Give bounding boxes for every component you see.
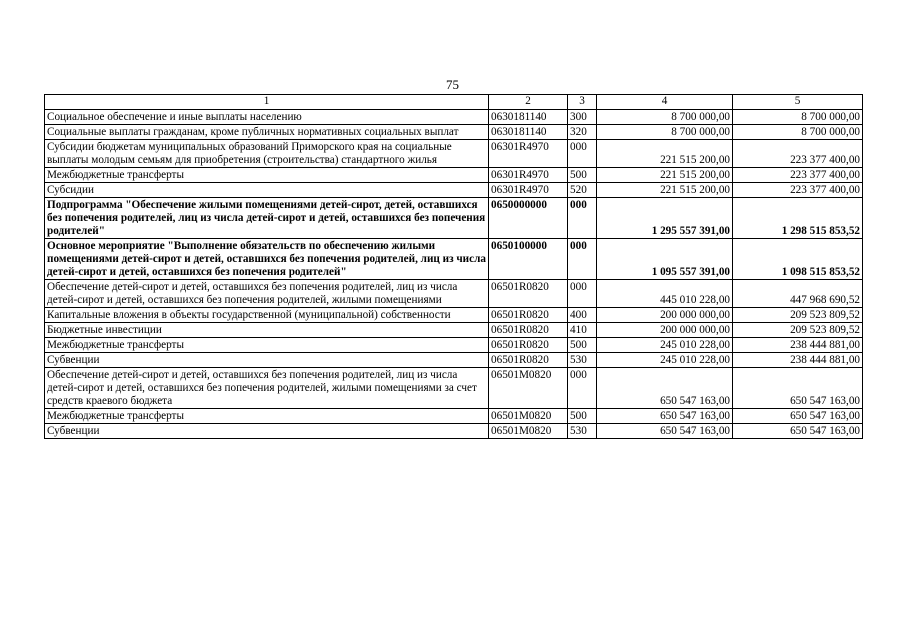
row-amount-2-cell: 223 377 400,00 [733, 168, 863, 183]
row-amount-1-cell: 8 700 000,00 [597, 110, 733, 125]
row-amount-2-cell: 223 377 400,00 [733, 183, 863, 198]
row-amount-2-cell: 209 523 809,52 [733, 323, 863, 338]
row-name-cell: Бюджетные инвестиции [45, 323, 489, 338]
row-name-cell: Межбюджетные трансферты [45, 338, 489, 353]
row-amount-1-cell: 445 010 228,00 [597, 280, 733, 308]
column-header-type: 3 [568, 95, 597, 110]
table-row [45, 183, 863, 198]
row-amount-2-cell: 1 098 515 853,52 [733, 239, 863, 280]
row-amount-1-cell: 221 515 200,00 [597, 183, 733, 198]
row-amount-1-cell: 650 547 163,00 [597, 424, 733, 439]
row-code-cell: 06301R4970 [489, 140, 568, 168]
row-type-cell: 530 [568, 353, 597, 368]
row-code-cell: 0650000000 [489, 198, 568, 239]
row-amount-1-cell: 200 000 000,00 [597, 323, 733, 338]
row-name-cell: Основное мероприятие "Выполнение обязательств по обеспечению жилыми помещениями детей-сирот и детей, оставшихся без попечения родителей, лиц из числа детей-сирот и детей, оставшихся без попечения родителей" [45, 239, 489, 280]
table-row [45, 308, 863, 323]
row-code-cell: 06501M0820 [489, 424, 568, 439]
row-amount-2-cell: 238 444 881,00 [733, 353, 863, 368]
table-row [45, 353, 863, 368]
row-name-cell: Капитальные вложения в объекты государственной (муниципальной) собственности [45, 308, 489, 323]
row-code-cell: 0650100000 [489, 239, 568, 280]
row-amount-2-cell: 447 968 690,52 [733, 280, 863, 308]
table-row [45, 409, 863, 424]
row-code-cell: 06301R4970 [489, 183, 568, 198]
row-code-cell: 06501M0820 [489, 368, 568, 409]
table-row [45, 168, 863, 183]
table-header-row [45, 95, 863, 110]
budget-table-body [45, 95, 863, 439]
row-code-cell: 0630181140 [489, 110, 568, 125]
row-name-cell: Субвенции [45, 353, 489, 368]
row-amount-2-cell: 223 377 400,00 [733, 140, 863, 168]
row-code-cell: 06301R4970 [489, 168, 568, 183]
row-name-cell: Межбюджетные трансферты [45, 168, 489, 183]
budget-table [44, 94, 863, 439]
row-type-cell: 320 [568, 125, 597, 140]
row-type-cell: 300 [568, 110, 597, 125]
row-type-cell: 000 [568, 140, 597, 168]
row-name-cell: Субсидии бюджетам муниципальных образований Приморского края на социальные выплаты молодым семьям для приобретения (строительства) стандартного жилья [45, 140, 489, 168]
row-code-cell: 06501R0820 [489, 323, 568, 338]
page-number: 75 [446, 77, 459, 92]
row-name-cell: Субсидии [45, 183, 489, 198]
table-row [45, 323, 863, 338]
row-amount-2-cell: 1 298 515 853,52 [733, 198, 863, 239]
row-amount-1-cell: 650 547 163,00 [597, 368, 733, 409]
row-amount-2-cell: 8 700 000,00 [733, 110, 863, 125]
row-amount-1-cell: 245 010 228,00 [597, 338, 733, 353]
row-amount-1-cell: 1 295 557 391,00 [597, 198, 733, 239]
table-row [45, 239, 863, 280]
row-amount-1-cell: 245 010 228,00 [597, 353, 733, 368]
row-name-cell: Подпрограмма "Обеспечение жилыми помещениями детей-сирот, детей, оставшихся без попечения родителей, лиц из числа детей-сирот и детей, оставшихся без попечения родителей" [45, 198, 489, 239]
row-amount-2-cell: 650 547 163,00 [733, 368, 863, 409]
row-type-cell: 410 [568, 323, 597, 338]
row-code-cell: 06501R0820 [489, 353, 568, 368]
row-name-cell: Обеспечение детей-сирот и детей, оставшихся без попечения родителей, лиц из числа детей-сирот и детей, оставшихся без попечения родителей, жилыми помещениями [45, 280, 489, 308]
table-row [45, 338, 863, 353]
row-amount-2-cell: 650 547 163,00 [733, 409, 863, 424]
row-amount-2-cell: 238 444 881,00 [733, 338, 863, 353]
table-row [45, 368, 863, 409]
row-amount-1-cell: 1 095 557 391,00 [597, 239, 733, 280]
table-row [45, 110, 863, 125]
row-amount-1-cell: 650 547 163,00 [597, 409, 733, 424]
table-row [45, 125, 863, 140]
row-code-cell: 06501R0820 [489, 280, 568, 308]
row-amount-2-cell: 650 547 163,00 [733, 424, 863, 439]
row-type-cell: 530 [568, 424, 597, 439]
row-amount-2-cell: 8 700 000,00 [733, 125, 863, 140]
row-code-cell: 06501R0820 [489, 338, 568, 353]
row-type-cell: 000 [568, 239, 597, 280]
row-type-cell: 000 [568, 280, 597, 308]
row-type-cell: 000 [568, 368, 597, 409]
row-name-cell: Субвенции [45, 424, 489, 439]
row-amount-1-cell: 8 700 000,00 [597, 125, 733, 140]
row-code-cell: 0630181140 [489, 125, 568, 140]
row-name-cell: Обеспечение детей-сирот и детей, оставшихся без попечения родителей, лиц из числа детей-сирот и детей, оставшихся без попечения родителей, жилыми помещениями за счет средств краевого бюджета [45, 368, 489, 409]
row-type-cell: 400 [568, 308, 597, 323]
row-type-cell: 500 [568, 168, 597, 183]
table-row [45, 280, 863, 308]
row-name-cell: Социальное обеспечение и иные выплаты населению [45, 110, 489, 125]
row-name-cell: Социальные выплаты гражданам, кроме публичных нормативных социальных выплат [45, 125, 489, 140]
row-amount-1-cell: 200 000 000,00 [597, 308, 733, 323]
row-amount-1-cell: 221 515 200,00 [597, 168, 733, 183]
row-type-cell: 500 [568, 409, 597, 424]
row-amount-2-cell: 209 523 809,52 [733, 308, 863, 323]
row-name-cell: Межбюджетные трансферты [45, 409, 489, 424]
row-code-cell: 06501M0820 [489, 409, 568, 424]
row-code-cell: 06501R0820 [489, 308, 568, 323]
table-row [45, 424, 863, 439]
column-header-name: 1 [45, 95, 489, 110]
table-row [45, 140, 863, 168]
column-header-code: 2 [489, 95, 568, 110]
row-type-cell: 500 [568, 338, 597, 353]
row-type-cell: 000 [568, 198, 597, 239]
column-header-amount-2: 5 [733, 95, 863, 110]
table-row [45, 198, 863, 239]
column-header-amount-1: 4 [597, 95, 733, 110]
row-amount-1-cell: 221 515 200,00 [597, 140, 733, 168]
row-type-cell: 520 [568, 183, 597, 198]
